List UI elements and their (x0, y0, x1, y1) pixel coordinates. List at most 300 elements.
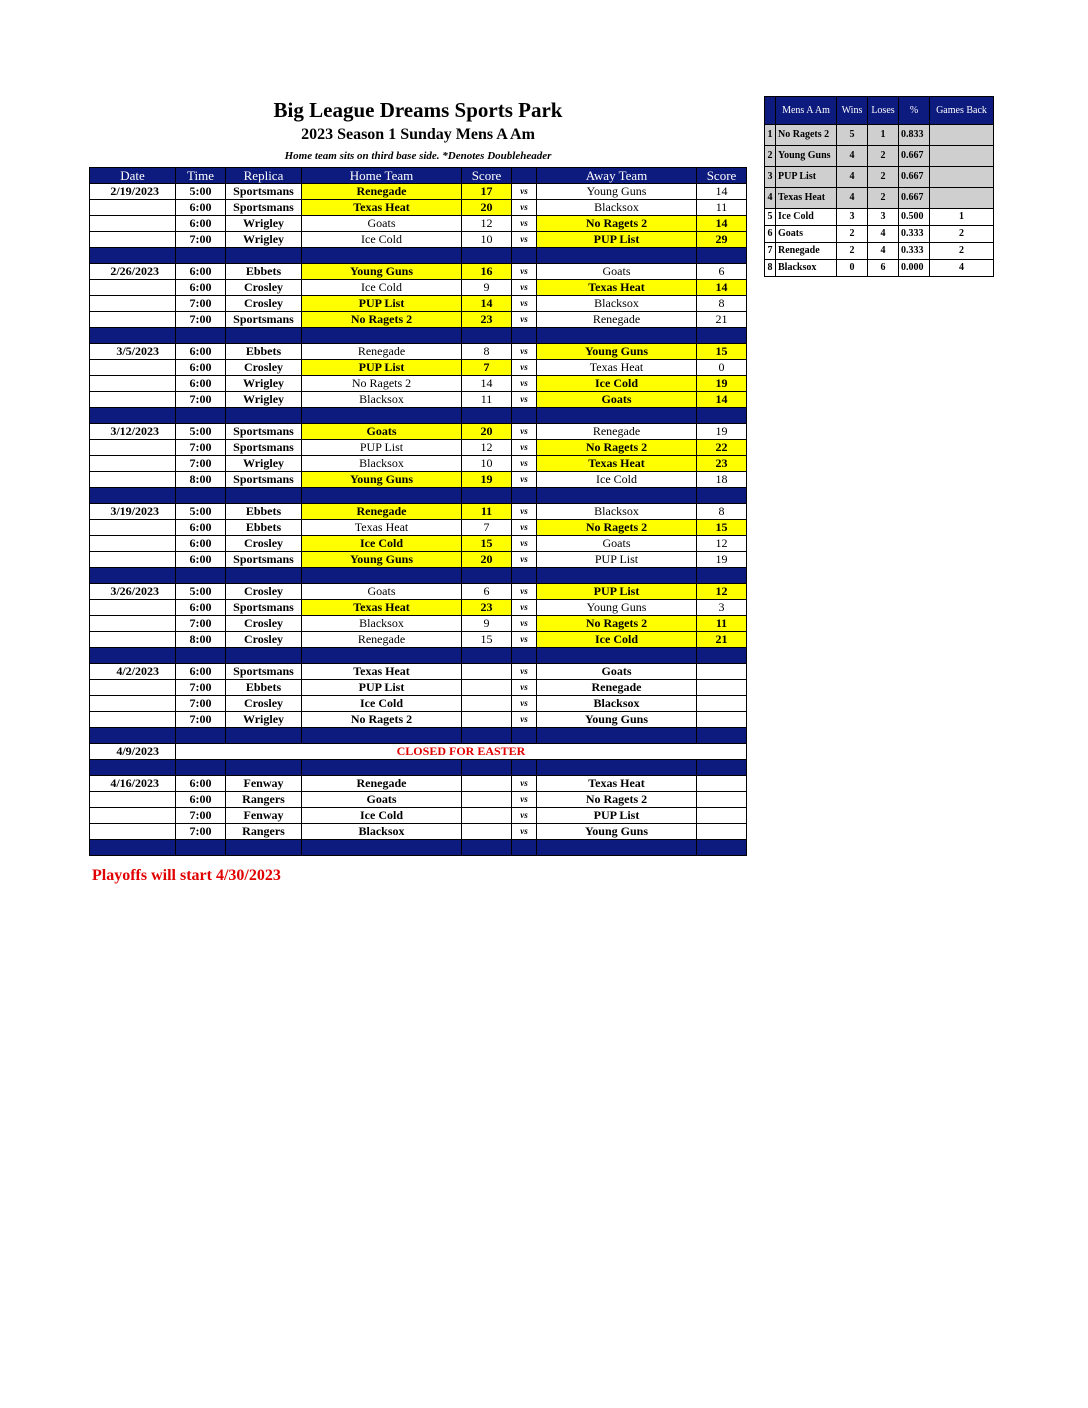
game-field: Ebbets (226, 344, 302, 360)
separator-cell (90, 728, 176, 744)
game-row (90, 520, 747, 536)
game-field: Rangers (226, 792, 302, 808)
column-header: Home Team (302, 168, 462, 184)
column-header: Replica (226, 168, 302, 184)
game-field: Crosley (226, 632, 302, 648)
game-date: 3/19/2023 (90, 504, 176, 520)
separator-cell (512, 728, 537, 744)
home-score (462, 824, 512, 840)
away-score (697, 664, 747, 680)
home-team: Texas Heat (302, 664, 462, 680)
standings-row (765, 243, 994, 260)
game-date (90, 536, 176, 552)
team-wins: 2 (837, 243, 868, 260)
away-score: 11 (697, 200, 747, 216)
separator-cell (462, 568, 512, 584)
home-score: 15 (462, 632, 512, 648)
game-date (90, 312, 176, 328)
game-time: 6:00 (176, 264, 226, 280)
home-score: 14 (462, 296, 512, 312)
game-date (90, 296, 176, 312)
home-team: Goats (302, 584, 462, 600)
game-date (90, 552, 176, 568)
team-games-back (930, 188, 994, 209)
game-date (90, 712, 176, 728)
team-rank: 7 (765, 243, 776, 260)
team-games-back: 4 (930, 260, 994, 277)
away-score: 15 (697, 344, 747, 360)
column-header: Date (90, 168, 176, 184)
team-games-back (930, 125, 994, 146)
home-score (462, 808, 512, 824)
game-row (90, 696, 747, 712)
separator-cell (226, 840, 302, 856)
team-games-back: 2 (930, 226, 994, 243)
team-rank: 3 (765, 167, 776, 188)
game-time: 6:00 (176, 344, 226, 360)
home-score: 19 (462, 472, 512, 488)
team-games-back: 1 (930, 209, 994, 226)
home-team: Blacksox (302, 824, 462, 840)
away-score (697, 696, 747, 712)
game-date: 4/9/2023 (90, 744, 176, 760)
column-header: Score (697, 168, 747, 184)
separator-cell (512, 328, 537, 344)
game-field: Crosley (226, 296, 302, 312)
separator-cell (90, 408, 176, 424)
home-team: Young Guns (302, 472, 462, 488)
away-score: 3 (697, 600, 747, 616)
schedule-table (89, 167, 747, 856)
away-team: Blacksox (537, 200, 697, 216)
closed-notice: CLOSED FOR EASTER (176, 744, 747, 760)
away-team: Blacksox (537, 504, 697, 520)
separator-cell (697, 728, 747, 744)
away-team: PUP List (537, 584, 697, 600)
away-team: Blacksox (537, 296, 697, 312)
separator-cell (537, 648, 697, 664)
week-separator (90, 840, 747, 856)
separator-cell (176, 728, 226, 744)
separator-cell (176, 248, 226, 264)
game-time: 6:00 (176, 360, 226, 376)
home-team: Ice Cold (302, 280, 462, 296)
game-field: Sportsmans (226, 600, 302, 616)
home-team: Blacksox (302, 456, 462, 472)
separator-cell (302, 328, 462, 344)
home-team: Renegade (302, 184, 462, 200)
standings-row (765, 146, 994, 167)
home-team: Renegade (302, 632, 462, 648)
away-score: 19 (697, 552, 747, 568)
home-score: 23 (462, 312, 512, 328)
away-team: Texas Heat (537, 456, 697, 472)
game-date (90, 520, 176, 536)
team-pct: 0.333 (899, 226, 930, 243)
away-score: 6 (697, 264, 747, 280)
team-pct: 0.667 (899, 167, 930, 188)
separator-cell (462, 648, 512, 664)
home-team: PUP List (302, 680, 462, 696)
game-time: 6:00 (176, 664, 226, 680)
team-name: Blacksox (776, 260, 837, 277)
game-field: Crosley (226, 280, 302, 296)
column-header (512, 168, 537, 184)
home-score: 17 (462, 184, 512, 200)
separator-cell (90, 648, 176, 664)
game-date (90, 632, 176, 648)
home-team: No Ragets 2 (302, 376, 462, 392)
separator-cell (302, 728, 462, 744)
game-field: Ebbets (226, 680, 302, 696)
game-time: 7:00 (176, 696, 226, 712)
separator-cell (697, 488, 747, 504)
team-wins: 4 (837, 146, 868, 167)
home-team: No Ragets 2 (302, 312, 462, 328)
home-score: 8 (462, 344, 512, 360)
team-rank: 6 (765, 226, 776, 243)
vs-label: vs (512, 520, 537, 536)
away-score: 8 (697, 504, 747, 520)
team-pct: 0.667 (899, 146, 930, 167)
team-rank: 5 (765, 209, 776, 226)
separator-cell (697, 328, 747, 344)
game-field: Ebbets (226, 264, 302, 280)
away-score: 14 (697, 392, 747, 408)
vs-label: vs (512, 680, 537, 696)
game-row (90, 712, 747, 728)
column-header: Score (462, 168, 512, 184)
away-team: PUP List (537, 232, 697, 248)
vs-label: vs (512, 376, 537, 392)
home-score: 9 (462, 280, 512, 296)
game-time: 7:00 (176, 232, 226, 248)
away-score: 18 (697, 472, 747, 488)
game-row (90, 808, 747, 824)
game-time: 6:00 (176, 280, 226, 296)
away-score: 21 (697, 632, 747, 648)
separator-cell (226, 328, 302, 344)
vs-label: vs (512, 552, 537, 568)
team-losses: 6 (868, 260, 899, 277)
separator-cell (462, 840, 512, 856)
column-header: Away Team (537, 168, 697, 184)
game-row (90, 184, 747, 200)
away-team: Goats (537, 264, 697, 280)
game-time: 6:00 (176, 200, 226, 216)
page-title: Big League Dreams Sports Park (273, 98, 563, 122)
vs-label: vs (512, 360, 537, 376)
away-team: Renegade (537, 312, 697, 328)
team-wins: 5 (837, 125, 868, 146)
vs-label: vs (512, 664, 537, 680)
game-row (90, 456, 747, 472)
column-header: Time (176, 168, 226, 184)
separator-cell (537, 408, 697, 424)
team-rank: 4 (765, 188, 776, 209)
game-field: Sportsmans (226, 184, 302, 200)
team-losses: 4 (868, 226, 899, 243)
home-score: 20 (462, 552, 512, 568)
game-time: 6:00 (176, 776, 226, 792)
team-losses: 3 (868, 209, 899, 226)
standings-row (765, 209, 994, 226)
separator-cell (537, 728, 697, 744)
game-field: Sportsmans (226, 440, 302, 456)
game-date (90, 216, 176, 232)
separator-cell (697, 408, 747, 424)
schedule-header-row (90, 168, 747, 184)
game-time: 5:00 (176, 424, 226, 440)
game-row (90, 312, 747, 328)
game-date (90, 616, 176, 632)
home-score: 23 (462, 600, 512, 616)
separator-cell (90, 488, 176, 504)
home-score: 10 (462, 232, 512, 248)
home-team: Texas Heat (302, 200, 462, 216)
game-row (90, 776, 747, 792)
game-row (90, 264, 747, 280)
home-score (462, 680, 512, 696)
game-date (90, 280, 176, 296)
team-name: Goats (776, 226, 837, 243)
vs-label: vs (512, 792, 537, 808)
separator-cell (697, 648, 747, 664)
vs-label: vs (512, 456, 537, 472)
game-row (90, 792, 747, 808)
separator-cell (302, 488, 462, 504)
separator-cell (176, 760, 226, 776)
standings-row (765, 260, 994, 277)
home-score: 6 (462, 584, 512, 600)
separator-cell (697, 840, 747, 856)
standings-row (765, 226, 994, 243)
team-rank: 8 (765, 260, 776, 277)
game-date (90, 600, 176, 616)
separator-cell (90, 248, 176, 264)
game-time: 8:00 (176, 472, 226, 488)
away-team: Ice Cold (537, 472, 697, 488)
separator-cell (226, 760, 302, 776)
away-team: Ice Cold (537, 376, 697, 392)
home-team: Goats (302, 792, 462, 808)
team-wins: 4 (837, 188, 868, 209)
separator-cell (176, 648, 226, 664)
vs-label: vs (512, 504, 537, 520)
separator-cell (537, 568, 697, 584)
game-field: Sportsmans (226, 424, 302, 440)
vs-label: vs (512, 712, 537, 728)
game-time: 7:00 (176, 456, 226, 472)
home-score: 9 (462, 616, 512, 632)
home-score: 20 (462, 424, 512, 440)
vs-label: vs (512, 216, 537, 232)
away-score: 11 (697, 616, 747, 632)
home-score (462, 776, 512, 792)
away-team: No Ragets 2 (537, 792, 697, 808)
separator-cell (226, 248, 302, 264)
separator-cell (512, 248, 537, 264)
home-team: Young Guns (302, 552, 462, 568)
separator-cell (537, 760, 697, 776)
game-date (90, 680, 176, 696)
game-field: Crosley (226, 360, 302, 376)
game-field: Wrigley (226, 392, 302, 408)
game-date (90, 200, 176, 216)
game-row (90, 296, 747, 312)
team-pct: 0.333 (899, 243, 930, 260)
away-score: 8 (697, 296, 747, 312)
separator-cell (90, 840, 176, 856)
game-field: Sportsmans (226, 664, 302, 680)
game-time: 7:00 (176, 680, 226, 696)
game-time: 7:00 (176, 392, 226, 408)
game-field: Fenway (226, 808, 302, 824)
game-time: 7:00 (176, 712, 226, 728)
away-score: 12 (697, 536, 747, 552)
game-time: 6:00 (176, 552, 226, 568)
page-subtitle: 2023 Season 1 Sunday Mens A Am (301, 126, 535, 143)
home-score (462, 792, 512, 808)
game-row (90, 680, 747, 696)
standings-row (765, 125, 994, 146)
game-date: 3/12/2023 (90, 424, 176, 440)
game-row (90, 392, 747, 408)
separator-cell (176, 408, 226, 424)
away-score: 12 (697, 584, 747, 600)
away-team: Texas Heat (537, 360, 697, 376)
standings-column-header: % (899, 97, 930, 125)
game-field: Fenway (226, 776, 302, 792)
away-score: 15 (697, 520, 747, 536)
game-date (90, 232, 176, 248)
home-team: PUP List (302, 296, 462, 312)
week-separator (90, 728, 747, 744)
vs-label: vs (512, 472, 537, 488)
standings-column-header (765, 97, 776, 125)
home-team: Goats (302, 216, 462, 232)
separator-cell (512, 488, 537, 504)
home-score (462, 696, 512, 712)
home-team: Blacksox (302, 616, 462, 632)
home-score: 14 (462, 376, 512, 392)
away-score (697, 712, 747, 728)
closed-row (90, 744, 747, 760)
away-team: Blacksox (537, 696, 697, 712)
home-score: 7 (462, 360, 512, 376)
game-field: Wrigley (226, 456, 302, 472)
team-rank: 1 (765, 125, 776, 146)
vs-label: vs (512, 392, 537, 408)
game-row (90, 616, 747, 632)
separator-cell (226, 648, 302, 664)
standings-row (765, 188, 994, 209)
week-separator (90, 760, 747, 776)
away-team: No Ragets 2 (537, 616, 697, 632)
team-games-back: 2 (930, 243, 994, 260)
away-score: 23 (697, 456, 747, 472)
away-score (697, 808, 747, 824)
game-row (90, 600, 747, 616)
home-score: 12 (462, 216, 512, 232)
separator-cell (90, 328, 176, 344)
game-time: 7:00 (176, 296, 226, 312)
game-date (90, 824, 176, 840)
team-losses: 2 (868, 146, 899, 167)
game-date (90, 440, 176, 456)
vs-label: vs (512, 424, 537, 440)
away-team: No Ragets 2 (537, 216, 697, 232)
game-field: Ebbets (226, 520, 302, 536)
separator-cell (512, 760, 537, 776)
game-date (90, 472, 176, 488)
home-team: Renegade (302, 344, 462, 360)
away-score (697, 776, 747, 792)
vs-label: vs (512, 344, 537, 360)
standings-header-row (765, 97, 994, 125)
game-row (90, 200, 747, 216)
game-date: 2/26/2023 (90, 264, 176, 280)
game-field: Sportsmans (226, 552, 302, 568)
game-row (90, 344, 747, 360)
home-score: 7 (462, 520, 512, 536)
separator-cell (226, 728, 302, 744)
home-team: Renegade (302, 776, 462, 792)
away-score: 19 (697, 424, 747, 440)
vs-label: vs (512, 184, 537, 200)
team-name: Texas Heat (776, 188, 837, 209)
team-wins: 3 (837, 209, 868, 226)
vs-label: vs (512, 616, 537, 632)
week-separator (90, 648, 747, 664)
standings-column-header: Games Back (930, 97, 994, 125)
game-time: 6:00 (176, 520, 226, 536)
game-field: Ebbets (226, 504, 302, 520)
away-score: 14 (697, 280, 747, 296)
away-score (697, 792, 747, 808)
team-wins: 0 (837, 260, 868, 277)
separator-cell (176, 328, 226, 344)
standings-row (765, 167, 994, 188)
standings-table (764, 96, 994, 277)
vs-label: vs (512, 312, 537, 328)
game-date: 3/5/2023 (90, 344, 176, 360)
away-score: 0 (697, 360, 747, 376)
team-name: Ice Cold (776, 209, 837, 226)
team-name: PUP List (776, 167, 837, 188)
home-team: Ice Cold (302, 232, 462, 248)
home-score (462, 664, 512, 680)
home-score: 20 (462, 200, 512, 216)
game-time: 5:00 (176, 504, 226, 520)
team-name: Young Guns (776, 146, 837, 167)
home-team: Ice Cold (302, 696, 462, 712)
team-losses: 4 (868, 243, 899, 260)
separator-cell (226, 408, 302, 424)
separator-cell (537, 328, 697, 344)
game-field: Crosley (226, 696, 302, 712)
game-date (90, 456, 176, 472)
team-wins: 4 (837, 167, 868, 188)
game-date: 4/16/2023 (90, 776, 176, 792)
separator-cell (302, 568, 462, 584)
separator-cell (176, 568, 226, 584)
separator-cell (302, 648, 462, 664)
separator-cell (697, 760, 747, 776)
game-row (90, 280, 747, 296)
team-wins: 2 (837, 226, 868, 243)
away-team: Goats (537, 392, 697, 408)
